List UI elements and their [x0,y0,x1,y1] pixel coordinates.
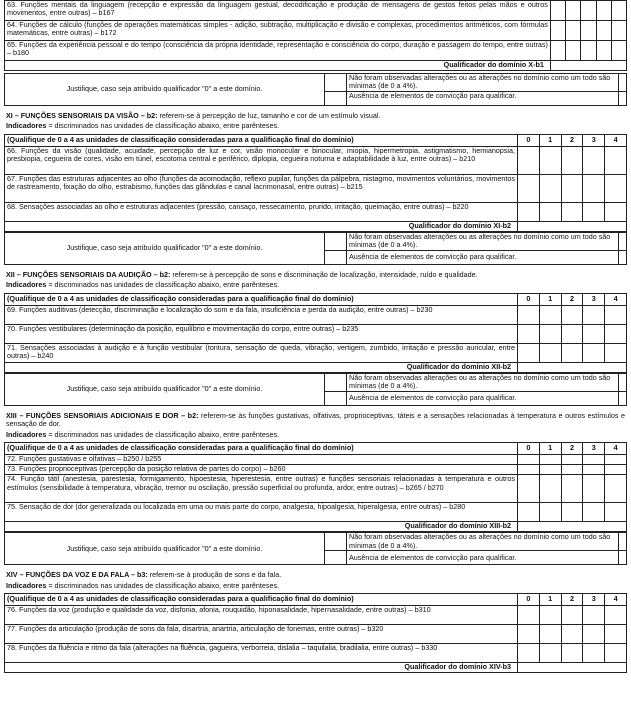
section-xii-heading [6,271,625,279]
item-64: 64. Funções de cálculo (funções de operações matemáticas simples - adição, subtração, multiplicação e divisão e complexas, procedimentos aritméticos, com fórmulas matemáticas, entre outras) – b172 [5,21,551,41]
item-row [5,1,627,21]
item-row [5,146,627,174]
score-cell[interactable] [518,455,540,465]
score-cell[interactable] [566,41,581,61]
item-row [5,465,627,475]
score-cell[interactable] [605,465,627,475]
no-change-text: Não foram observadas alterações ou as alterações no domínio como um todo são mínimas (de 0 a 4%). [347,373,619,391]
item-row [5,343,627,362]
score-cell[interactable] [605,305,627,324]
score-cell[interactable] [518,606,540,625]
score-cell[interactable] [605,606,627,625]
indicators-line: Indicadores = discriminados nas unidades de classificação abaixo, entre parênteses. [6,121,280,131]
justify-label: Justifique, caso seja atribuído qualificador "0" a este domínio. [5,373,325,405]
qualifier-row [5,522,627,532]
score-cell[interactable] [581,1,596,21]
section-title: XIII – FUNÇÕES SENSORIAIS ADICIONAIS E DOR – b2: [6,410,199,420]
score-cell[interactable] [539,644,561,663]
score-cell[interactable] [605,455,627,465]
no-evidence-checkbox[interactable] [325,250,347,264]
score-cell[interactable] [605,146,627,174]
no-evidence-text: Ausência de elementos de convicção para qualificar. [347,391,619,405]
score-cell[interactable] [583,324,605,343]
header-label: (Qualifique de 0 a 4 as unidades de classificação consideradas para a qualificação final do domínio) [5,134,518,146]
score-cell[interactable] [561,324,583,343]
score-cell[interactable] [539,475,561,503]
item-72: 72. Funções gustativas e olfativas – b250 / b255 [5,455,518,465]
score-cell[interactable] [583,625,605,644]
item-70: 70. Funções vestibulares (determinação da posição, equilíbrio e movimentação do corpo, entre outras) – b235 [5,324,518,343]
score-cell[interactable] [539,343,561,362]
score-cell[interactable] [561,625,583,644]
no-evidence-checkbox[interactable] [325,91,347,105]
indicators-line: Indicadores = discriminados nas unidades de classificação abaixo, entre parênteses. [6,280,280,290]
score-cell[interactable] [583,606,605,625]
qualifier-row [5,663,627,673]
score-cell[interactable] [561,465,583,475]
qualifier-value[interactable] [518,522,627,532]
score-cell[interactable] [539,146,561,174]
score-cell[interactable] [566,1,581,21]
no-change-checkbox[interactable] [325,373,347,391]
qualifier-label: Qualificador do domínio XIV-b3 [5,663,518,673]
table-header: (Qualifique de 0 a 4 as unidades de classificação consideradas para a qualificação final do domínio) 0 1 2 3 4 [5,443,627,455]
qualifier-value[interactable] [550,61,626,71]
item-67: 67. Funções das estruturas adjacentes ao olho (funções da acomodação, reflexo pupilar, funções da pálpebra, nistagmo, movimentos voluntários, movimentos de rastreamento, fixação do olho, estrabismo, funções das glândulas e canal lacrimonasal, entre outras) – b215 [5,174,518,202]
table-header: (Qualifique de 0 a 4 as unidades de classificação consideradas para a qualificação final do domínio) 0 1 2 3 4 [5,134,627,146]
score-cell[interactable] [605,202,627,221]
item-row [5,455,627,465]
qualifier-row [5,362,627,372]
score-cell[interactable] [583,146,605,174]
item-row [5,606,627,625]
no-change-text: Não foram observadas alterações ou as alterações no domínio como um todo são mínimas (de 0 a 4%). [347,533,619,551]
score-cell[interactable] [518,174,540,202]
section-title: XIV – FUNÇÕES DA VOZ E DA FALA – b3: [6,570,148,580]
score-cell[interactable] [561,174,583,202]
score-cell[interactable] [583,475,605,503]
score-cell[interactable] [561,202,583,221]
score-cell[interactable] [550,1,565,21]
score-cell[interactable] [550,41,565,61]
section-desc: referem-se à percepção de sons e discriminação de localização, intensidade, ruído e qualidade. [170,269,478,279]
score-cell[interactable] [596,1,611,21]
score-cell[interactable] [566,21,581,41]
section-desc: referem-se às funções gustativas, olfativas, proprioceptivas, táteis e a sensações relacionadas à temperatura e outros estímulos e sensação de dor. [6,410,625,429]
score-cell[interactable] [561,455,583,465]
score-cell[interactable] [561,606,583,625]
section-xiv-heading [6,571,625,579]
no-change-checkbox[interactable] [325,74,347,92]
score-cell[interactable] [561,644,583,663]
item-row [5,324,627,343]
no-evidence-checkbox[interactable] [325,391,347,405]
no-change-checkbox[interactable] [325,533,347,551]
score-cell[interactable] [583,174,605,202]
qualifier-label: Qualificador do domínio XII-b2 [5,362,518,372]
score-cell[interactable] [605,625,627,644]
item-75: 75. Sensação de dor (dor generalizada ou localizada em uma ou mais parte do corpo, analgesia, hipoalgesia, hiperalgesia, entre outras) – b280 [5,503,518,522]
score-cell[interactable] [611,21,626,41]
score-cell[interactable] [539,202,561,221]
score-cell[interactable] [596,21,611,41]
justify-table [4,532,627,565]
qualifier-label: Qualificador do domínio X-b1 [5,61,551,71]
score-cell[interactable] [605,475,627,503]
score-cell[interactable] [539,465,561,475]
no-evidence-text: Ausência de elementos de convicção para qualificar. [347,91,619,105]
section-xiv-table [4,593,627,673]
score-cell[interactable] [583,343,605,362]
item-77: 77. Funções da articulação (produção de sons da fala, disartria, anartria, articulação de fonemas, entre outras) – b320 [5,625,518,644]
indicators-line: Indicadores = discriminados nas unidades de classificação abaixo, entre parênteses. [6,580,280,590]
section-xiii-heading [6,412,625,429]
item-78: 78. Funções da fluência e ritmo da fala (alterações na fluência, gagueira, verborreia, dislalia – taquilalia, bradilalia, entre outras) – b330 [5,644,518,663]
no-change-checkbox[interactable] [325,232,347,250]
table-header: (Qualifique de 0 a 4 as unidades de classificação consideradas para a qualificação final do domínio) 0 1 2 3 4 [5,594,627,606]
item-row [5,475,627,503]
justify-label: Justifique, caso seja atribuído qualificador "0" a este domínio. [5,74,325,106]
justify-label: Justifique, caso seja atribuído qualificador "0" a este domínio. [5,232,325,264]
item-row [5,202,627,221]
score-cell[interactable] [518,644,540,663]
item-row [5,174,627,202]
score-cell[interactable] [561,343,583,362]
score-cell[interactable] [583,455,605,465]
score-cell[interactable] [539,174,561,202]
table-header: (Qualifique de 0 a 4 as unidades de classificação consideradas para a qualificação final do domínio) 0 1 2 3 4 [5,293,627,305]
score-cell[interactable] [518,324,540,343]
score-cell[interactable] [596,41,611,61]
item-65: 65. Funções da experiência pessoal e do tempo (consciência da própria identidade, representação e consciência do corpo, duração e passagem do tempo, entre outras) – b180 [5,41,551,61]
item-76: 76. Funções da voz (produção e qualidade da voz, disfonia, afonia, rouquidão, hiponasalidade, hipernasalidade, entre outras) – b310 [5,606,518,625]
justify-table [4,373,627,406]
no-change-text: Não foram observadas alterações ou as alterações no domínio como um todo são mínimas (de 0 a 4%). [347,232,619,250]
domain-x-table [4,0,627,71]
header-label: (Qualifique de 0 a 4 as unidades de classificação consideradas para a qualificação final do domínio) [5,443,518,455]
item-row [5,644,627,663]
section-xi-heading [6,112,625,120]
section-title: XII – FUNÇÕES SENSORIAIS DA AUDIÇÃO – b2: [6,269,171,279]
qualifier-row [5,221,627,231]
score-cell[interactable] [518,465,540,475]
item-row [5,625,627,644]
score-cell[interactable] [539,606,561,625]
score-cell[interactable] [583,305,605,324]
score-cell[interactable] [550,21,565,41]
no-change-text: Não foram observadas alterações ou as alterações no domínio como um todo são mínimas (de 0 a 4%). [347,74,619,92]
section-xii-table [4,293,627,373]
score-cell[interactable] [581,41,596,61]
qualifier-value[interactable] [518,221,627,231]
item-68: 68. Sensações associadas ao olho e estruturas adjacentes (pressão, cansaço, ressecamento, prurido, irritação, queimação, entre outras) – b220 [5,202,518,221]
justify-table [4,73,627,106]
no-evidence-text: Ausência de elementos de convicção para qualificar. [347,250,619,264]
score-cell[interactable] [518,343,540,362]
score-cell[interactable] [605,503,627,522]
score-cell[interactable] [561,305,583,324]
justify-label: Justifique, caso seja atribuído qualificador "0" a este domínio. [5,533,325,565]
score-cell[interactable] [561,475,583,503]
section-xiii-table [4,442,627,532]
section-xi-table [4,134,627,232]
score-cell[interactable] [583,202,605,221]
score-cell[interactable] [583,503,605,522]
score-cell[interactable] [605,343,627,362]
score-cell[interactable] [583,644,605,663]
score-cell[interactable] [539,625,561,644]
item-66: 66. Funções da visão (qualidade, acuidade, percepção de luz e cor, visão monocular e binocular, miopia, hipermetropia, astigmatismo, hemianopsia, presbiopia, cegueira de cores, visão em túnel, escotoma central e periférico, diplopia, cegueira noturna e adaptabilidade à luz, entre outras) – b210 [5,146,518,174]
section-desc: referem-se à produção de sons e da fala. [147,570,282,580]
item-63: 63. Funções mentais da linguagem (recepção e expressão da linguagem gestual, decodificação e produção de mensagens de gestos feitos pelas mãos e outros movimentos, entre outras) – b167 [5,1,551,21]
score-cell[interactable] [518,625,540,644]
score-cell[interactable] [583,465,605,475]
score-cell[interactable] [561,503,583,522]
header-label: (Qualifique de 0 a 4 as unidades de classificação consideradas para a qualificação final do domínio) [5,293,518,305]
qualifier-value[interactable] [518,362,627,372]
item-row [5,305,627,324]
score-cell[interactable] [605,324,627,343]
qualifier-value[interactable] [518,663,627,673]
score-cell[interactable] [539,503,561,522]
item-row [5,503,627,522]
no-evidence-text: Ausência de elementos de convicção para qualificar. [347,551,619,565]
score-cell[interactable] [611,1,626,21]
score-cell[interactable] [539,305,561,324]
qualifier-label: Qualificador do domínio XIII-b2 [5,522,518,532]
score-cell[interactable] [518,503,540,522]
score-cell[interactable] [581,21,596,41]
score-cell[interactable] [518,475,540,503]
section-title: XI – FUNÇÕES SENSORIAIS DA VISÃO – b2: [6,110,158,120]
item-row [5,21,627,41]
qualifier-label: Qualificador do domínio XI-b2 [5,221,518,231]
justify-table [4,232,627,265]
qualifier-row [5,61,627,71]
score-cell[interactable] [518,305,540,324]
score-cell[interactable] [561,146,583,174]
section-desc: referem-se à percepção de luz, tamanho e cor de um estímulo visual. [157,110,381,120]
score-cell[interactable] [539,455,561,465]
score-cell[interactable] [539,324,561,343]
score-cell[interactable] [518,146,540,174]
score-cell[interactable] [605,174,627,202]
item-74: 74. Função tátil (anestesia, parestesia, formigamento, hipoestesia, hiperestesia, entre outras) e funções sensoriais relacionadas à temperatura e outros estímulos (sensibilidade à temperatura, vibração, tremor ou oscilação, pressão superficial ou profunda, ardor, entre outras) – b265 / b270 [5,475,518,503]
score-cell[interactable] [611,41,626,61]
item-71: 71. Sensações associadas à audição e à função vestibular (tontura, sensação de queda, vibração, vertigem, zumbido, irritação e pressão auricular, entre outras) – b240 [5,343,518,362]
form-page [4,0,627,673]
indicators-line: Indicadores = discriminados nas unidades de classificação abaixo, entre parênteses. [6,429,280,439]
item-73: 73. Funções proprioceptivas (percepção da posição relativa de partes do corpo) – b260 [5,465,518,475]
score-cell[interactable] [605,644,627,663]
no-evidence-checkbox[interactable] [325,551,347,565]
item-69: 69. Funções auditivas (detecção, discriminação e localização do som e da fala, insuficiência e perda da audição, entre outras) – b230 [5,305,518,324]
item-row [5,41,627,61]
header-label: (Qualifique de 0 a 4 as unidades de classificação consideradas para a qualificação final do domínio) [5,594,518,606]
score-cell[interactable] [518,202,540,221]
